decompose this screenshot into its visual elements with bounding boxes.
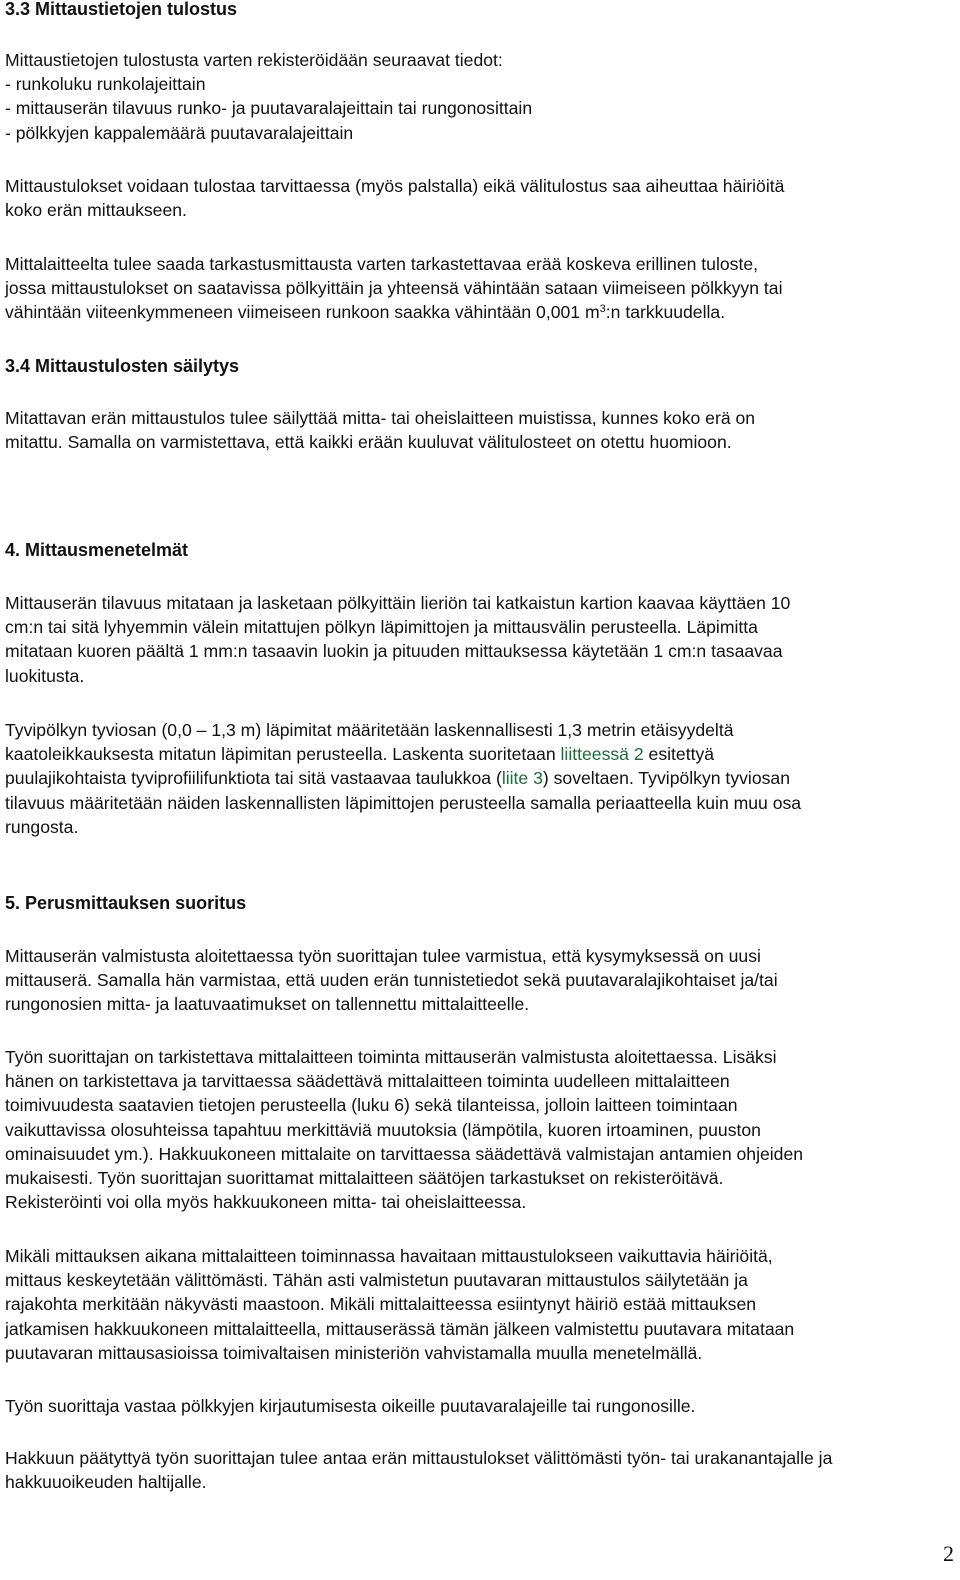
list-item: - pölkkyjen kappalemäärä puutavaralajeittain [5,122,354,143]
section-3-3-paragraph-3 [5,252,782,325]
text-fragment: puulajikohtaista tyviprofiilifunktiota tai sitä vastaavaa taulukkoa ( [5,768,502,789]
text-line: mitattu. Samalla on varmistettava, että kaikki erään kuuluvat välitulosteet on otettu huomioon. [5,432,732,453]
text-line: rungonosien mitta- ja laatuvaatimukset on tallennettu mittalaitteelle. [5,994,530,1015]
text-line: mittauserä. Samalla hän varmistaa, että uuden erän tunnistetiedot sekä puutavaralajikohtaiset ja/tai [5,970,778,991]
text-line: mittaus keskeytetään välittömästi. Tähän asti valmistetun puutavaran mittaustulos säilytetään ja [5,1270,748,1291]
text-line: tilavuus määritetään näiden laskennallisten läpimittojen perusteella samalla periaatteella kuin muu osa [5,792,802,813]
section-5-paragraph-4 [5,1394,695,1418]
text-line: Hakkuun päätyttyä työn suorittajan tulee antaa erän mittaustulokset välittömästi työn- tai urakanantajalle ja [5,1448,833,1468]
section-3-3-list [5,48,532,145]
list-item: - mittauserän tilavuus runko- ja puutavaralajeittain tai rungonosittain [5,98,533,119]
text-line: Mittauserän tilavuus mitataan ja lasketaan pölkyittäin lieriön tai katkaistun kartion kaavaa käyttäen 10 [5,593,791,613]
section-4-paragraph-1 [5,591,790,688]
page-number: 2 [943,1541,954,1566]
text-line: jatkamisen hakkuukoneen mittalaitteella, mittauserässä tämän jälkeen valmistettu puutavara mitataan [5,1318,795,1339]
section-4-paragraph-2 [5,718,801,839]
text-line: cm:n tai sitä lyhyemmin välein mitattujen pölkyn läpimittojen ja mittausvälin perusteella. Läpimitta [5,617,758,638]
text-line: ominaisuudet ym.). Hakkuukoneen mittalaite on tarvittaessa säädettävä valmistajan antamien ohjeiden [5,1143,804,1164]
text-line: toimivuudesta saatavien tietojen perusteella (luku 6) sekä tilanteissa, jolloin laitteen toimintaan [5,1095,738,1116]
text-line [5,766,801,790]
section-4-heading: 4. Mittausmenetelmät [5,540,189,560]
text-fragment: esitettyä [643,744,715,765]
text-fragment: :n tarkkuudella. [605,302,726,323]
text-line: Työn suorittaja vastaa pölkkyjen kirjautumisesta oikeille puutavaralajeille tai rungonosille. [5,1396,696,1416]
text-line: Mittauserän valmistusta aloitettaessa työn suorittajan tulee varmistua, että kysymyksessä on uusi [5,946,761,966]
section-3-4-paragraph [5,406,755,454]
text-fragment: ) soveltaen. Tyvipölkyn tyviosan [542,768,790,789]
section-5-heading: 5. Perusmittauksen suoritus [5,893,247,913]
text-line: jossa mittaustulokset on saatavissa pölkyittäin ja yhteensä vähintään sataan viimeiseen pölkkyyn tai [5,278,783,299]
superscript: 3 [599,303,606,316]
text-line: koko erän mittaukseen. [5,200,187,221]
section-5-paragraph-2 [5,1045,803,1214]
text-line: mukaisesti. Työn suorittajan suorittamat mittalaitteen säätöjen tarkastukset on rekisteröitävä. [5,1168,724,1189]
appendix-2-link[interactable]: liitteessä 2 [560,744,644,765]
text-line [5,300,782,324]
section-5-paragraph-1 [5,944,778,1017]
section-3-3-heading: 3.3 Mittaustietojen tulostus [5,0,238,19]
text-line: luokitusta. [5,665,85,686]
list-intro: Mittaustietojen tulostusta varten rekisteröidään seuraavat tiedot: [5,50,503,70]
text-line: Mittaustulokset voidaan tulostaa tarvittaessa (myös palstalla) eikä välitulostus saa aiheuttaa häiriöitä [5,176,785,196]
appendix-3-link[interactable]: liite 3 [501,768,543,789]
section-3-3-paragraph-2 [5,174,784,222]
section-3-4-heading: 3.4 Mittaustulosten säilytys [5,356,240,376]
text-line: Työn suorittajan on tarkistettava mittalaitteen toiminta mittauserän valmistusta aloitettaessa. Lisäksi [5,1047,777,1067]
text-fragment: kaatoleikkauksesta mitatun läpimitan perusteella. Laskenta suoritetaan [5,744,561,765]
section-5-paragraph-3 [5,1244,794,1365]
text-line: hakkuuoikeuden haltijalle. [5,1472,207,1493]
text-line: rajakohta merkitään näkyvästi maastoon. Mikäli mittalaitteessa esiintynyt häiriö estää mittauksen [5,1294,757,1315]
text-line: Rekisteröinti voi olla myös hakkuukoneen mitta- tai oheislaitteessa. [5,1192,527,1213]
text-line: Mittalaitteelta tulee saada tarkastusmittausta varten tarkastettavaa erää koskeva erillinen tuloste, [5,254,759,274]
text-line [5,742,801,766]
text-fragment: vähintään viiteenkymmeneen viimeiseen runkoon saakka vähintään 0,001 m [5,302,600,323]
text-line: puutavaran mittausasioissa toimivaltaisen ministeriön vahvistamalla muulla menetelmällä. [5,1342,703,1363]
text-line: rungosta. [5,816,79,837]
text-line: vaikuttavissa olosuhteissa tapahtuu merkittäviä muutoksia (lämpötila, kuoren irtoaminen, puuston [5,1119,761,1140]
text-line: hänen on tarkistettava ja tarvittaessa säädettävä mittalaitteen toiminta uudelleen mittalaitteen [5,1071,730,1092]
text-line: mitataan kuoren päältä 1 mm:n tasaavin luokin ja pituuden mittauksessa käytetään 1 cm:n tasaavaa [5,641,783,662]
section-5-paragraph-5 [5,1446,832,1494]
text-line: Mitattavan erän mittaustulos tulee säilyttää mitta- tai oheislaitteen muistissa, kunnes koko erä on [5,408,756,428]
text-line: Mikäli mittauksen aikana mittalaitteen toiminnassa havaitaan mittaustulokseen vaikuttavia häiriöitä, [5,1246,773,1266]
text-line: Tyvipölkyn tyviosan (0,0 – 1,3 m) läpimitat määritetään laskennallisesti 1,3 metrin etäisyydeltä [5,720,734,740]
list-item: - runkoluku runkolajeittain [5,74,206,95]
